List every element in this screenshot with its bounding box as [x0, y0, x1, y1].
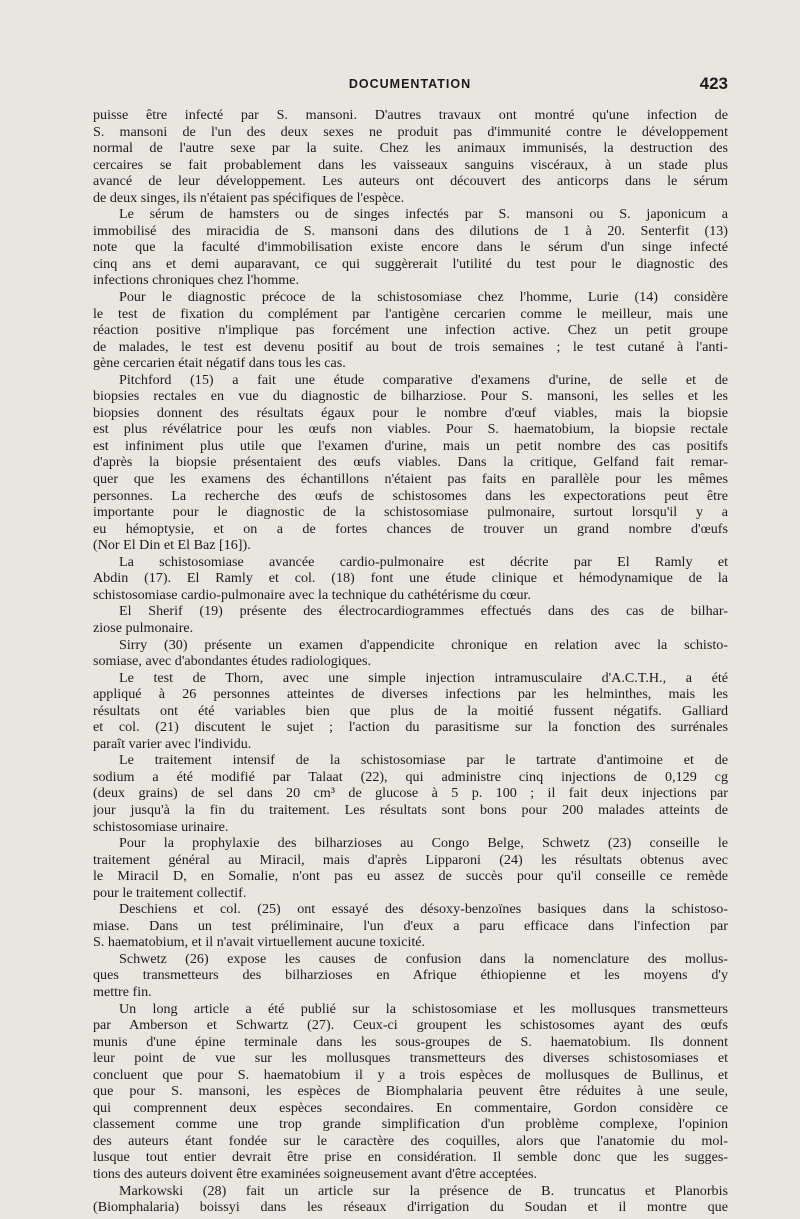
text-line: des auteurs étant fondée sur le caractère des coquilles, alors que l'anatomie du mol-	[93, 1132, 728, 1149]
text-line: biopsies rectales en vue du diagnostic de bilharziose. Pour S. mansoni, les selles et les	[93, 388, 728, 405]
text-line: paraît varier avec l'individu.	[93, 735, 252, 752]
text-line: (Biomphalaria) boissyi dans les réseaux d'irrigation du Soudan et il montre que	[93, 1199, 728, 1216]
text-line: lusque tout entier devrait être prise en considération. Il semble donc que les sugges-	[93, 1149, 728, 1166]
text-line: La schistosomiase avancée cardio-pulmonaire est décrite par El Ramly et	[119, 553, 728, 570]
text-line: de malades, le test est devenu positif au bout de trois semaines ; le test cutané à l'anti-	[93, 338, 728, 355]
text-line: appliqué à 26 personnes atteintes de diverses infections par les helminthes, mais les	[93, 686, 728, 703]
text-line: pour le traitement collectif.	[93, 884, 247, 901]
text-line: et col. (21) discutent le sujet ; l'action du parasitisme sur la fonction des surrénales	[93, 719, 728, 736]
text-line: infections chroniques chez l'homme.	[93, 272, 300, 289]
text-line: eu hémoptysie, et on a de fortes chances de trouver un grand nombre d'œufs	[93, 520, 728, 537]
body-text	[93, 107, 728, 1216]
text-line: biopsies donnent des résultats égaux pour le nombre d'œuf viables, mais la biopsie	[93, 404, 728, 421]
text-line: note que la faculté d'immobilisation existe encore dans le sérum d'un singe infecté	[93, 239, 728, 256]
text-line: cinq ans et demi auparavant, ce qui suggèrerait l'utilité du test pour le diagnostic des	[93, 255, 728, 272]
text-line: quer que les examens des échantillons n'étaient pas faits en parallèle pour les mêmes	[93, 471, 728, 488]
text-line: sodium a été modifié par Talaat (22), qui administre cinq injections de 0,129 cg	[93, 768, 728, 785]
text-line: tions des auteurs doivent être examinées soigneusement avant d'être acceptées.	[93, 1166, 537, 1182]
text-line: que pour S. mansoni, les espèces de Biomphalaria peuvent être réduites à une seule,	[93, 1083, 728, 1100]
text-line: qui comprennent deux espèces secondaires. En commentaire, Gordon considère ce	[93, 1099, 728, 1116]
text-line: Abdin (17). El Ramly et col. (18) font une étude clinique et hémodynamique de la	[93, 570, 728, 587]
text-line: S. mansoni de l'un des deux sexes ne produit pas d'immunité contre le développement	[93, 123, 728, 140]
text-line: par Amberson et Schwartz (27). Ceux-ci groupent les schistosomes ayant des œufs	[93, 1017, 728, 1034]
text-line: munis d'une épine terminale dans les sous-groupes de S. haematobium. Ils donnent	[93, 1033, 728, 1050]
text-line: Le test de Thorn, avec une simple injection intramusculaire d'A.C.T.H., a été	[119, 669, 728, 686]
text-line: de deux singes, ils n'étaient pas spécifiques de l'espèce.	[93, 189, 405, 206]
text-line: ziose pulmonaire.	[93, 619, 194, 636]
text-line: Pour la prophylaxie des bilharzioses au Congo Belge, Schwetz (23) conseille le	[119, 835, 728, 852]
text-line: Markowski (28) fait un article sur la présence de B. truncatus et Planorbis	[119, 1182, 728, 1199]
text-line: concluent que pour S. haematobium il y a trois espèces de mollusques de Bullinus, et	[93, 1066, 728, 1083]
text-line: le Miracil D, en Somalie, n'ont pas eu assez de succès pour qu'il conseille ce remède	[93, 868, 728, 885]
text-line: le test de fixation du complément par l'antigène cercarien comme le meilleur, mais une	[93, 305, 728, 322]
text-line: traitement général au Miracil, mais d'après Lipparoni (24) les résultats obtenus avec	[93, 851, 728, 868]
text-line: jour jusqu'à la fin du traitement. Les résultats sont bons pour 200 malades atteints de	[93, 801, 728, 818]
text-line: gène cercarien était négatif dans tous les cas.	[93, 355, 346, 372]
text-line: cercaires se fait probablement dans les vaisseaux sanguins viscéraux, à un stade plus	[93, 156, 728, 173]
text-line: mettre fin.	[93, 983, 152, 1000]
text-line: est plus révélatrice pour les œufs non viables. Pour S. haematobium, la biopsie rectale	[93, 421, 728, 438]
text-line: S. haematobium, et il n'avait virtuellement aucune toxicité.	[93, 934, 426, 951]
running-head	[92, 74, 728, 96]
text-line: Schwetz (26) expose les causes de confusion dans la nomenclature des mollus-	[119, 950, 728, 967]
text-line: importante pour le diagnostic de la schistosomiase pulmonaire, surtout lorsqu'il y a	[93, 504, 728, 521]
text-line: Pour le diagnostic précoce de la schistosomiase chez l'homme, Lurie (14) considère	[119, 289, 728, 306]
page-number: 423	[699, 74, 728, 93]
text-line: résultats ont été variables bien que plus de la moitié fussent négatifs. Galliard	[93, 702, 728, 719]
text-line: leur point de vue sur les mollusques transmetteurs des diverses schistosomiases et	[93, 1050, 728, 1067]
text-line: (Nor El Din et El Baz [16]).	[93, 537, 251, 554]
running-title: DOCUMENTATION	[348, 77, 472, 91]
text-line: miase. Dans un test préliminaire, l'un d'eux a paru efficace dans l'infection par	[93, 917, 728, 934]
text-line: personnes. La recherche des œufs de schistosomes dans les expectorations peut être	[93, 487, 728, 504]
text-line: Deschiens et col. (25) ont essayé des désoxy-benzoïnes basiques dans la schistoso-	[119, 901, 728, 918]
text-line: Le traitement intensif de la schistosomiase par le tartrate d'antimoine et de	[119, 752, 728, 769]
text-line: d'après la biopsie présentaient des œufs viables. Dans la critique, Gelfand fait remar-	[93, 454, 728, 471]
text-line: immobilisé des miracidia de S. mansoni dans des dilutions de 1 à 20. Senterfit (13)	[93, 222, 728, 239]
text-line: schistosomiase urinaire.	[93, 818, 229, 835]
text-line: Pitchford (15) a fait une étude comparative d'examens d'urine, de selle et de	[119, 371, 728, 388]
text-line: puisse être infecté par S. mansoni. D'autres travaux ont montré qu'une infection de	[93, 107, 728, 123]
text-line: Sirry (30) présente un examen d'appendicite chronique en relation avec la schisto-	[119, 636, 728, 653]
text-line: classement comme une trop grande simplification d'un problème complexe, l'opinion	[93, 1116, 728, 1133]
text-line: Un long article a été publié sur la schistosomiase et les mollusques transmetteurs	[119, 1000, 728, 1017]
text-line: avancé de leur développement. Les auteurs ont découvert des anticorps dans le sérum	[93, 173, 728, 190]
text-line: normal de l'autre sexe par la suite. Chez les animaux immunisés, la destruction des	[93, 140, 728, 157]
text-line: est infiniment plus utile que l'examen d'urine, mais un petit nombre des cas positifs	[93, 437, 728, 454]
text-line: réaction positive n'implique pas forcément une infection active. Chez un petit groupe	[93, 322, 728, 339]
text-line: ques transmetteurs des bilharzioses en Afrique éthiopienne et les moyens d'y	[93, 967, 728, 984]
text-line: somiase, avec d'abondantes études radiologiques.	[93, 653, 372, 670]
text-line: Le sérum de hamsters ou de singes infectés par S. mansoni ou S. japonicum a	[119, 206, 728, 223]
text-line: schistosomiase cardio-pulmonaire avec la technique du cathétérisme du cœur.	[93, 586, 531, 603]
text-line: (deux grains) de sel dans 20 cm³ de glucose à 5 p. 100 ; il fait deux injections par	[93, 785, 728, 802]
text-line: El Sherif (19) présente des électrocardiogrammes effectués dans des cas de bilhar-	[119, 603, 728, 620]
